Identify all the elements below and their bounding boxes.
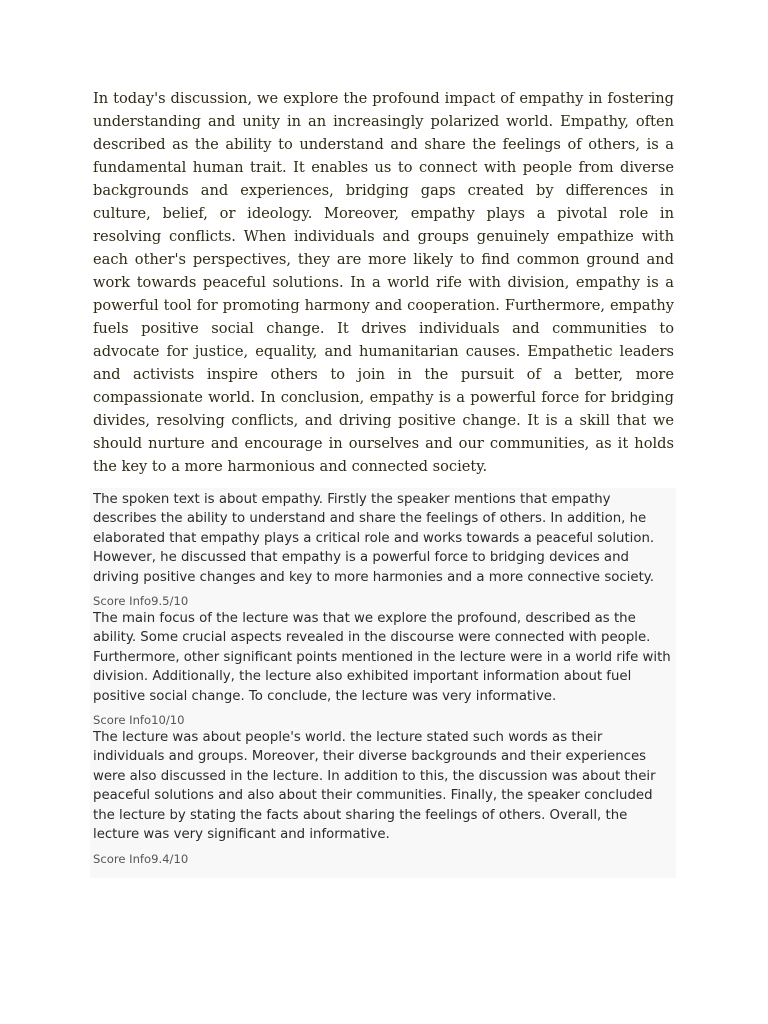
score-info: Score Info10/10 bbox=[93, 713, 185, 728]
score-info: Score Info9.5/10 bbox=[93, 594, 189, 609]
answer-item bbox=[93, 728, 673, 866]
answer-item bbox=[93, 609, 673, 728]
answer-list bbox=[90, 488, 676, 878]
answer-text: The lecture was about people's world. the lecture stated such words as their individuals and groups. Moreover, their diverse backgrounds and their experiences were also discussed in the lecture. In addition to this, the discussion was about their peaceful solutions and also about their communities. Finally, the speaker concluded the lecture by stating the facts about sharing the feelings of others. Overall, the lecture was very significant and informative. bbox=[93, 730, 656, 843]
answer-text: The spoken text is about empathy. Firstly the speaker mentions that empathy describes the ability to understand and share the feelings of others. In addition, he elaborated that empathy plays a critical role and works towards a peaceful solution. However, he discussed that empathy is a powerful force to bridging devices and driving positive changes and key to more harmonies and a more connective society. bbox=[93, 492, 655, 585]
answer-item bbox=[93, 490, 673, 609]
lecture-passage: In today's discussion, we explore the profound impact of empathy in fostering understanding and unity in an increasingly polarized world. Empathy, often described as the ability to understand and share the feelings of others, is a fundamental human trait. It enables us to connect with people from diverse backgrounds and experiences, bridging gaps created by differences in culture, belief, or ideology. Moreover, empathy plays a pivotal role in resolving conflicts. When individuals and groups genuinely empathize with each other's perspectives, they are more likely to find common ground and work towards peaceful solutions. In a world rife with division, empathy is a powerful tool for promoting harmony and cooperation. Furthermore, empathy fuels positive social change. It drives individuals and communities to advocate for justice, equality, and humanitarian causes. Empathetic leaders and activists inspire others to join in the pursuit of a better, more compassionate world. In conclusion, empathy is a powerful force for bridging divides, resolving conflicts, and driving positive change. It is a skill that we should nurture and encourage in ourselves and our communities, as it holds the key to a more harmonious and connected society. bbox=[93, 90, 674, 475]
score-info: Score Info9.4/10 bbox=[93, 851, 189, 866]
answer-text: The main focus of the lecture was that we explore the profound, described as the ability. Some crucial aspects revealed in the discourse were connected with people. Furthermore, other significant points mentioned in the lecture were in a world rife with division. Additionally, the lecture also exhibited important information about fuel positive social change. To conclude, the lecture was very informative. bbox=[93, 611, 671, 704]
